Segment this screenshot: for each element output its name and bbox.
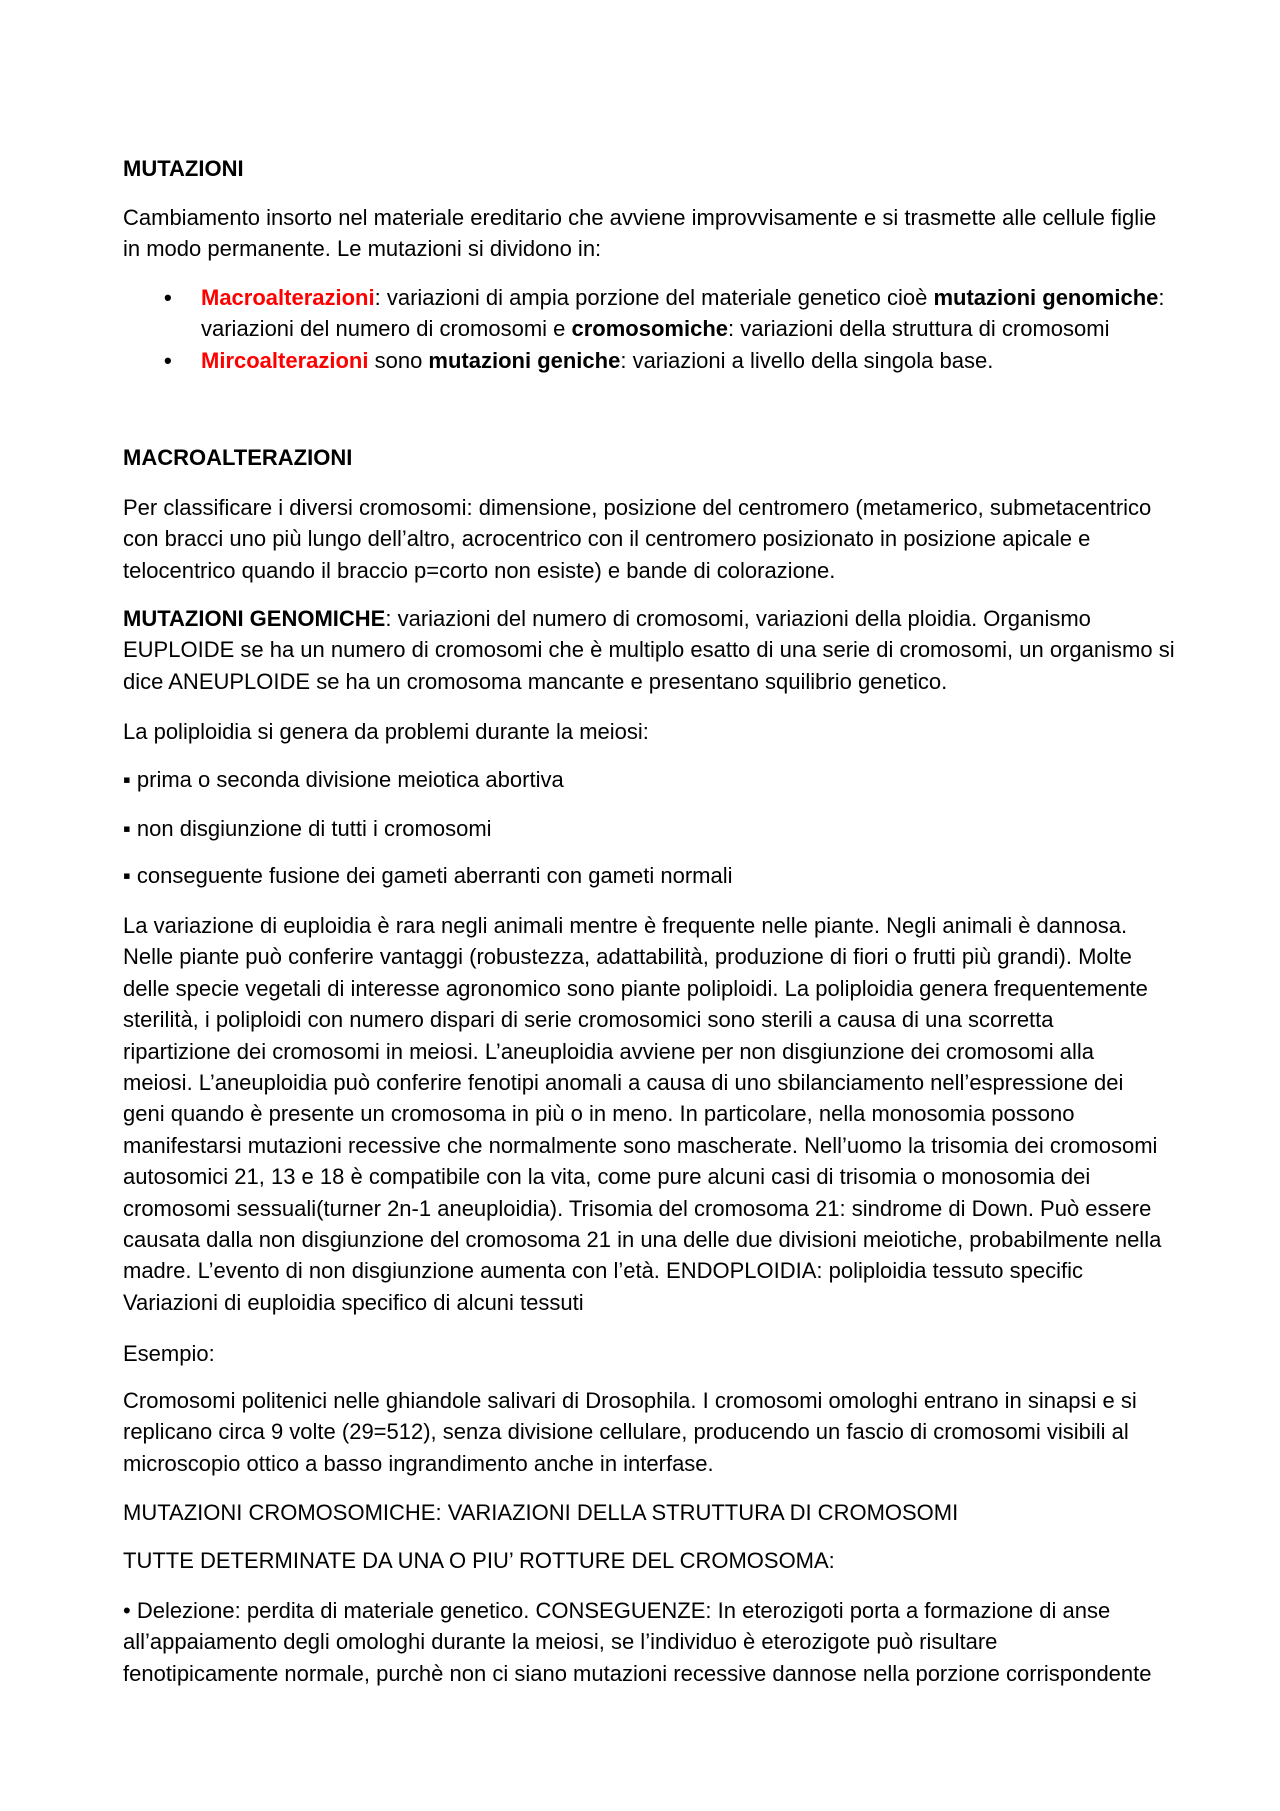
chromosomal-mutations-title: MUTAZIONI CROMOSOMICHE: VARIAZIONI DELLA STRUTTURA DI CROMOSOMI (123, 1500, 959, 1525)
cause-item: ▪ conseguente fusione dei gameti aberranti con gameti normali (123, 863, 733, 888)
list-item-microalterazioni (164, 345, 1261, 376)
paragraph-line: delle specie vegetali di interesse agronomico sono piante poliploidi. La poliploidia genera frequentemente (123, 975, 1148, 1001)
paragraph-line: con bracci uno più lungo dell’altro, acrocentrico con il centromero posizionato in posizione apicale e (123, 526, 1091, 552)
paragraph-line: autosomici 21, 13 e 18 è compatibile con la vita, come pure alcuni casi di trisomia o monosomia dei (123, 1164, 1091, 1190)
paragraph-line: • Delezione: perdita di materiale genetico. CONSEGUENZE: In eterozigoti porta a formazione di anse (123, 1598, 1111, 1623)
euploidy-paragraph (123, 910, 1253, 1318)
bullet-marker: • (164, 285, 172, 310)
list-item-macroalterazioni (164, 282, 1261, 345)
term-macroalterazioni: Macroalterazioni (201, 285, 375, 310)
paragraph-line: ripartizione dei cromosomi in meiosi. L’aneuploidia avviene per non disgiunzione dei cromosomi alla (123, 1038, 1094, 1064)
paragraph-line: Per classificare i diversi cromosomi: dimensione, posizione del centromero (metamerico, submetacentrico (123, 495, 1152, 520)
section-title-mutazioni: MUTAZIONI (123, 156, 244, 181)
list-item-text: sono (368, 347, 429, 373)
list-item-line (201, 282, 1261, 313)
paragraph-line: EUPLOIDE se ha un numero di cromosomi che è multiplo esatto di una serie di cromosomi, un organismo si (123, 637, 1175, 663)
paragraph-line: all’appaiamento degli omologhi durante la meiosi, se l’individuo è eterozigote può risultare (123, 1629, 998, 1655)
paragraph-line: manifestarsi mutazioni recessive che normalmente sono mascherate. Nell’uomo la trisomia dei cromosomi (123, 1132, 1158, 1158)
list-item-text: : variazioni a livello della singola base. (620, 347, 994, 373)
example-label: Esempio: (123, 1341, 215, 1366)
paragraph-line: fenotipicamente normale, purchè non ci siano mutazioni recessive dannose nella porzione corrispondente (123, 1660, 1152, 1686)
list-item-line (201, 345, 1261, 376)
paragraph-line: La variazione di euploidia è rara negli animali mentre è frequente nelle piante. Negli animali è dannosa. (123, 913, 1128, 938)
paragraph-line: dice ANEUPLOIDE se ha un cromosoma mancante e presentano squilibrio genetico. (123, 668, 948, 694)
term-mutazioni-geniche: mutazioni geniche (428, 347, 621, 373)
list-item-text: : (1158, 285, 1165, 310)
paragraph-line (123, 603, 1253, 634)
term-mutazioni-genomiche: mutazioni genomiche (933, 285, 1159, 310)
classification-paragraph (123, 492, 1253, 586)
intro-paragraph (123, 202, 1253, 265)
paragraph-line: meiosi. L’aneuploidia può conferire fenotipi anomali a causa di uno sbilanciamento nell’espressione dei (123, 1070, 1124, 1096)
list-item-line (201, 313, 1261, 344)
polyploidy-intro: La poliploidia si genera da problemi durante la meiosi: (123, 719, 649, 744)
paragraph-line: Cromosomi politenici nelle ghiandole salivari di Drosophila. I cromosomi omologhi entrano in sinapsi e si (123, 1388, 1137, 1413)
paragraph-line: Nelle piante può conferire vantaggi (robustezza, adattabilità, produzione di fiori o frutti più grandi). Molte (123, 944, 1132, 970)
term-cromosomiche: cromosomiche (571, 316, 728, 342)
bullet-marker: • (164, 347, 172, 373)
mutation-types-list (164, 282, 1261, 376)
list-item-text: : variazioni di ampia porzione del materiale genetico cioè (374, 285, 934, 310)
list-item-text: : variazioni della struttura di cromosomi (728, 316, 1110, 342)
paragraph-line: replicano circa 9 volte (29=512), senza divisione cellulare, producendo un fascio di cromosomi visibili al (123, 1419, 1129, 1445)
genomic-mutations-paragraph (123, 603, 1253, 697)
paragraph-line: microscopio ottico a basso ingrandimento anche in interfase. (123, 1450, 714, 1476)
section-title-macroalterazioni: MACROALTERAZIONI (123, 445, 353, 470)
paragraph-line: causata dalla non disgiunzione del cromosoma 21 in una delle due divisioni meiotiche, probabilmente nella (123, 1227, 1162, 1253)
paragraph-text: : variazioni del numero di cromosomi, variazioni della ploidia. Organismo (385, 606, 1091, 631)
chromosome-breaks-note: TUTTE DETERMINATE DA UNA O PIU’ ROTTURE DEL CROMOSOMA: (123, 1548, 835, 1573)
paragraph-line: Variazioni di euploidia specifico di alcuni tessuti (123, 1289, 584, 1315)
paragraph-line: telocentrico quando il braccio p=corto non esiste) e bande di colorazione. (123, 557, 836, 583)
term-mircoalterazioni: Mircoalterazioni (201, 347, 369, 373)
list-item-text: variazioni del numero di cromosomi e (201, 316, 572, 342)
paragraph-line: Cambiamento insorto nel materiale ereditario che avviene improvvisamente e si trasmette alle cellule figlie (123, 205, 1157, 230)
paragraph-line: in modo permanente. Le mutazioni si dividono in: (123, 236, 602, 262)
term-mutazioni-genomiche-heading: MUTAZIONI GENOMICHE (123, 606, 386, 631)
cause-item: ▪ non disgiunzione di tutti i cromosomi (123, 816, 492, 841)
example-paragraph (123, 1385, 1253, 1479)
paragraph-line: sterilità, i poliploidi con numero dispari di serie cromosomici sono sterili a causa di una scorretta (123, 1007, 1054, 1033)
deletion-paragraph (123, 1595, 1253, 1689)
paragraph-line: geni quando è presente un cromosoma in più o in meno. In particolare, nella monosomia possono (123, 1101, 1075, 1127)
paragraph-line: cromosomi sessuali(turner 2n-1 aneuploidia). Trisomia del cromosoma 21: sindrome di Down. Può essere (123, 1195, 1152, 1221)
cause-item: ▪ prima o seconda divisione meiotica abortiva (123, 767, 564, 792)
paragraph-line: madre. L’evento di non disgiunzione aumenta con l’età. ENDOPLOIDIA: poliploidia tessuto specific (123, 1258, 1083, 1284)
